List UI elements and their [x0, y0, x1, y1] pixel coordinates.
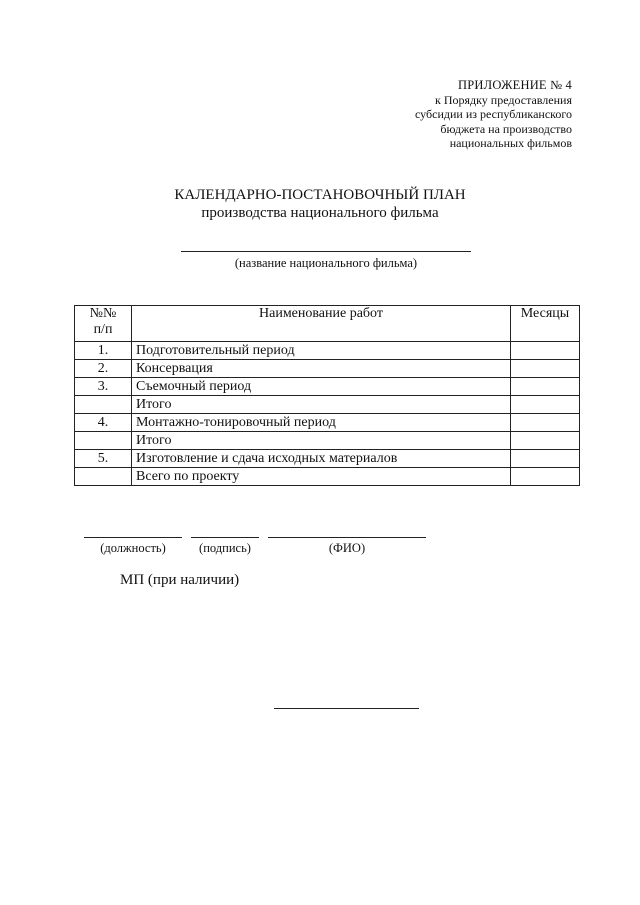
row-work-name: Изготовление и сдача исходных материалов	[132, 450, 511, 468]
full-name-label: (ФИО)	[328, 541, 366, 555]
row-number: 2.	[75, 360, 132, 378]
table-row	[75, 342, 580, 360]
table-row	[75, 432, 580, 450]
table-header-row	[75, 306, 580, 342]
row-number: 5.	[75, 450, 132, 468]
row-months	[511, 414, 580, 432]
row-months	[511, 378, 580, 396]
table-row	[75, 450, 580, 468]
row-work-name: Подготовительный период	[132, 342, 511, 360]
plan-table	[74, 305, 580, 486]
title-line-1: КАЛЕНДАРНО-ПОСТАНОВОЧНЫЙ ПЛАН	[174, 187, 466, 203]
row-number	[75, 468, 132, 486]
header-months: Месяцы	[511, 306, 580, 342]
stamp-label: МП (при наличии)	[120, 572, 240, 588]
row-months	[511, 342, 580, 360]
film-name-caption: (название национального фильма)	[234, 256, 418, 270]
row-number	[75, 432, 132, 450]
row-months	[511, 450, 580, 468]
row-months	[511, 432, 580, 450]
row-number	[75, 396, 132, 414]
row-number: 1.	[75, 342, 132, 360]
appendix-block	[415, 78, 572, 151]
position-blank-line	[84, 537, 182, 538]
header-number	[75, 306, 132, 342]
table-row	[75, 360, 580, 378]
row-number: 3.	[75, 378, 132, 396]
signature-blank-line	[191, 537, 259, 538]
position-label: (должность)	[100, 541, 166, 555]
row-months	[511, 360, 580, 378]
header-number-line-2: п/п	[93, 322, 113, 337]
table-row	[75, 414, 580, 432]
appendix-line: субсидии из республиканского	[415, 107, 572, 121]
table-row	[75, 396, 580, 414]
row-number: 4.	[75, 414, 132, 432]
appendix-line: национальных фильмов	[449, 136, 572, 150]
row-work-name: Монтажно-тонировочный период	[132, 414, 511, 432]
row-work-name: Итого	[132, 432, 511, 450]
header-work-name: Наименование работ	[132, 306, 511, 342]
table-row	[75, 468, 580, 486]
document-title	[0, 186, 640, 222]
bottom-blank-line	[274, 708, 419, 709]
appendix-title: ПРИЛОЖЕНИЕ № 4	[458, 78, 572, 92]
full-name-blank-line	[268, 537, 426, 538]
appendix-line: к Порядку предоставления	[434, 92, 572, 107]
signature-label: (подпись)	[199, 541, 251, 555]
appendix-line: бюджета на производство	[440, 121, 572, 136]
row-months	[511, 396, 580, 414]
table-row	[75, 378, 580, 396]
row-work-name: Всего по проекту	[132, 468, 511, 486]
row-work-name: Итого	[132, 396, 511, 414]
header-number-line-1: №№	[89, 306, 117, 321]
film-name-blank-line	[181, 251, 471, 252]
row-work-name: Съемочный период	[132, 378, 511, 396]
row-work-name: Консервация	[132, 360, 511, 378]
title-line-2: производства национального фильма	[201, 205, 439, 221]
row-months	[511, 468, 580, 486]
